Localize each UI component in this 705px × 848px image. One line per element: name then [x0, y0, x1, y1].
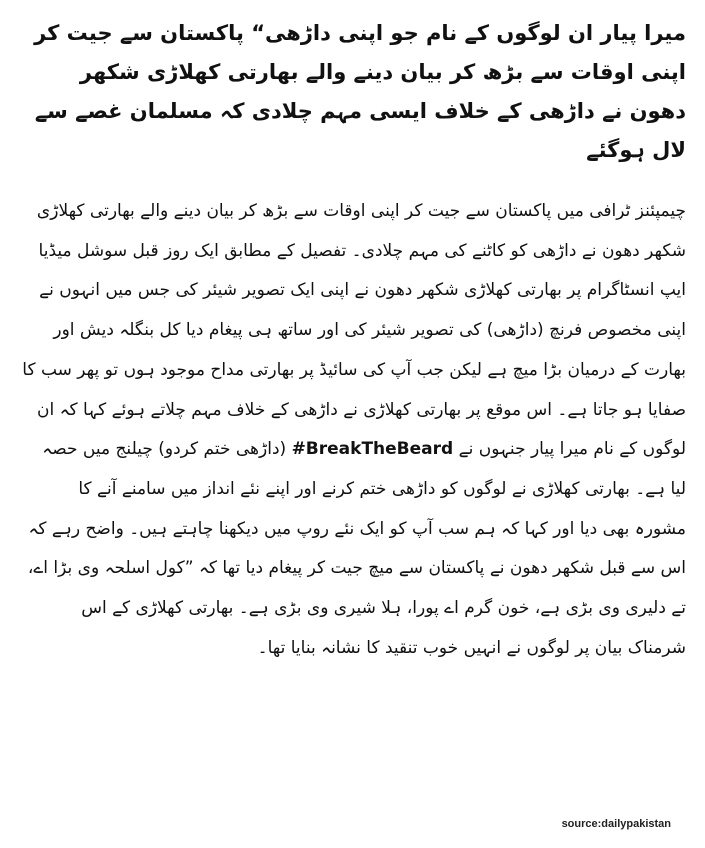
article-body-text-part2: (داڑھی ختم کردو) چیلنج میں حصہ لیا ہے۔ بھارتی کھلاڑی نے لوگوں کو داڑھی ختم کرنے اور اپنے نئے انداز میں سامنے آنے کا مشورہ بھی دیا اور کہا کہ ہم سب آپ کو ایک نئے روپ میں دیکھنا چاہتے ہیں۔ واضح رہے کہ اس سے قبل شکھر دھون نے پاکستان سے میچ جیت کر پیغام دیا تھا کہ ”کول اسلحہ وی بڑا اے، تے دلیری وی بڑی ہے، خون گرم اے پورا، ہلا شیری وی بڑی ہے۔ بھارتی کھلاڑی کے اس شرمناک بیان پر لوگوں نے انہیں خوب تنقید کا نشانہ بنایا تھا۔: [27, 439, 686, 658]
hashtag: #BreakTheBeard: [291, 439, 454, 460]
article-headline: میرا پیار ان لوگوں کے نام جو اپنی داڑھی“ پاکستان سے جیت کر اپنی اوقات سے بڑھ کر بیان دینے والے بھارتی کھلاڑی شکھر دھون نے داڑھی کے خلاف ایسی مہم چلادی کہ مسلمان غصے سے لال ہوگئے: [34, 21, 686, 162]
article-paragraph: [22, 192, 686, 668]
source-credit: source:dailypakistan: [561, 818, 671, 830]
article-body-text-part1: چیمپئنز ٹرافی میں پاکستان سے جیت کر اپنی اوقات سے بڑھ کر بیان دینے والے بھارتی کھلاڑی شکھر دھون نے داڑھی کو کاٹنے کی مہم چلادی۔ تفصیل کے مطابق ایک روز قبل سوشل میڈیا ایپ انسٹاگرام پر بھارتی کھلاڑی شکھر دھون نے اپنی ایک تصویر شیئر کی جس میں انہوں نے اپنی مخصوص فرنچ (داڑھی) کی تصویر شیئر کی اور ساتھ ہی پیغام دیا کل بنگلہ دیش اور بھارت کے درمیان بڑا میچ ہے لیکن جب آپ کی سائیڈ پر بھارتی مداح موجود ہوں تو پھر سب کا صفایا ہو جاتا ہے۔ اس موقع پر بھارتی کھلاڑی نے داڑھی کے خلاف مہم چلاتے ہوئے کہا کہ ان لوگوں کے نام میرا پیار جنہوں نے: [22, 201, 686, 460]
article-body: [22, 192, 686, 668]
